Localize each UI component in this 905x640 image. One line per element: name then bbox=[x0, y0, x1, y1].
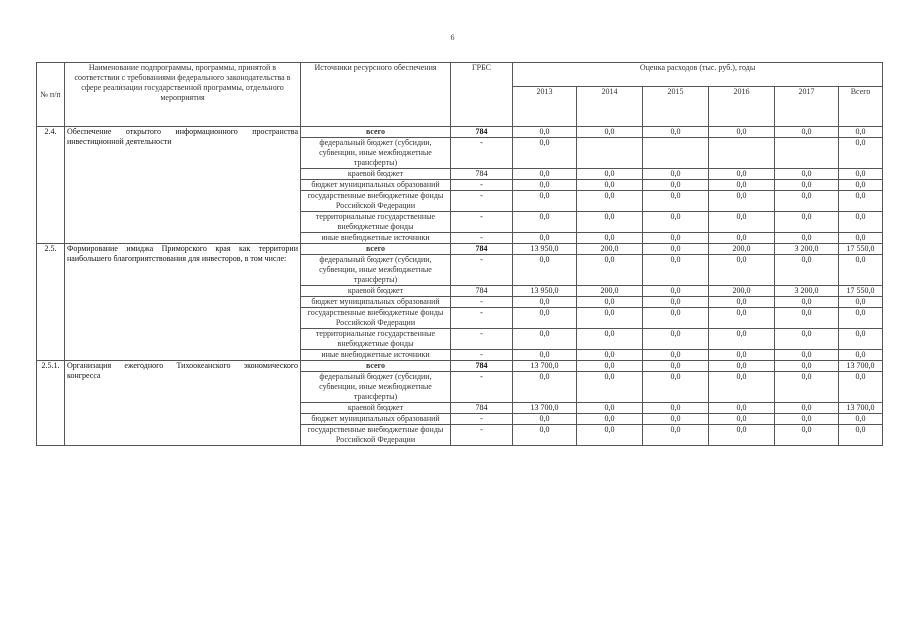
year-value: 0,0 bbox=[775, 350, 839, 361]
year-value: 200,0 bbox=[709, 244, 775, 255]
total-value: 17 550,0 bbox=[839, 244, 883, 255]
year-value: 0,0 bbox=[643, 191, 709, 212]
year-value bbox=[577, 138, 643, 169]
year-value bbox=[709, 138, 775, 169]
grbs-code: 784 bbox=[451, 403, 513, 414]
year-value: 0,0 bbox=[577, 414, 643, 425]
year-value: 0,0 bbox=[775, 372, 839, 403]
total-value: 0,0 bbox=[839, 308, 883, 329]
year-value: 13 700,0 bbox=[513, 361, 577, 372]
year-value: 0,0 bbox=[643, 403, 709, 414]
grbs-code: 784 bbox=[451, 127, 513, 138]
year-value: 0,0 bbox=[709, 212, 775, 233]
year-value: 0,0 bbox=[775, 361, 839, 372]
grbs-code: - bbox=[451, 329, 513, 350]
funding-source: краевой бюджет bbox=[301, 169, 451, 180]
year-value: 0,0 bbox=[709, 127, 775, 138]
funding-source: государственные внебюджетные фонды Российской Федерации bbox=[301, 425, 451, 446]
total-value: 0,0 bbox=[839, 180, 883, 191]
total-value: 0,0 bbox=[839, 255, 883, 286]
year-value: 0,0 bbox=[513, 372, 577, 403]
year-value: 0,0 bbox=[709, 308, 775, 329]
year-value: 0,0 bbox=[643, 212, 709, 233]
year-value: 0,0 bbox=[513, 233, 577, 244]
grbs-code: - bbox=[451, 212, 513, 233]
item-name: Обеспечение открытого информационного пространства инвестиционной деятельности bbox=[65, 127, 301, 244]
year-value: 0,0 bbox=[643, 350, 709, 361]
year-value: 0,0 bbox=[513, 191, 577, 212]
year-value: 0,0 bbox=[709, 350, 775, 361]
year-value: 0,0 bbox=[709, 233, 775, 244]
total-value: 0,0 bbox=[839, 329, 883, 350]
total-value: 0,0 bbox=[839, 138, 883, 169]
item-name: Организация ежегодного Тихоокеанского экономического конгресса bbox=[65, 361, 301, 446]
year-value: 0,0 bbox=[513, 308, 577, 329]
year-value: 0,0 bbox=[709, 414, 775, 425]
funding-source: всего bbox=[301, 127, 451, 138]
year-value: 0,0 bbox=[513, 414, 577, 425]
year-value: 0,0 bbox=[775, 403, 839, 414]
year-value: 0,0 bbox=[577, 308, 643, 329]
year-value: 0,0 bbox=[577, 180, 643, 191]
grbs-code: - bbox=[451, 138, 513, 169]
grbs-code: - bbox=[451, 308, 513, 329]
page-number: 6 bbox=[450, 33, 455, 42]
grbs-code: 784 bbox=[451, 361, 513, 372]
total-value: 0,0 bbox=[839, 425, 883, 446]
year-value: 0,0 bbox=[775, 329, 839, 350]
year-value: 0,0 bbox=[775, 169, 839, 180]
year-value: 200,0 bbox=[577, 244, 643, 255]
year-value: 13 950,0 bbox=[513, 244, 577, 255]
year-value: 0,0 bbox=[709, 361, 775, 372]
year-value: 0,0 bbox=[643, 233, 709, 244]
header-name: Наименование подпрограммы, программы, принятой в соответствии с требованиями федерального законодательства в сфере реализации государственной программы, отдельного мероприятия bbox=[65, 63, 301, 127]
item-name: Формирование имиджа Приморского края как территории наибольшего благоприятствования для инвесторов, в том числе: bbox=[65, 244, 301, 361]
year-value: 0,0 bbox=[643, 414, 709, 425]
total-value: 0,0 bbox=[839, 191, 883, 212]
year-value: 200,0 bbox=[709, 286, 775, 297]
year-value: 0,0 bbox=[513, 350, 577, 361]
grbs-code: - bbox=[451, 372, 513, 403]
year-value: 0,0 bbox=[775, 414, 839, 425]
year-value: 0,0 bbox=[643, 361, 709, 372]
year-value: 0,0 bbox=[577, 329, 643, 350]
year-value: 0,0 bbox=[513, 138, 577, 169]
funding-source: бюджет муниципальных образований bbox=[301, 180, 451, 191]
year-value: 0,0 bbox=[513, 127, 577, 138]
year-value: 0,0 bbox=[643, 255, 709, 286]
funding-source: государственные внебюджетные фонды Российской Федерации bbox=[301, 191, 451, 212]
header-num: № п/п bbox=[37, 63, 65, 127]
year-value: 0,0 bbox=[775, 233, 839, 244]
funding-source: федеральный бюджет (субсидии, субвенции, иные межбюджетные трансферты) bbox=[301, 255, 451, 286]
year-value: 0,0 bbox=[709, 372, 775, 403]
year-value: 0,0 bbox=[709, 297, 775, 308]
year-value: 0,0 bbox=[513, 425, 577, 446]
header-sources: Источники ресурсного обеспечения bbox=[301, 63, 451, 127]
year-value: 0,0 bbox=[577, 212, 643, 233]
table-body bbox=[37, 127, 883, 446]
year-value: 0,0 bbox=[643, 286, 709, 297]
funding-source: бюджет муниципальных образований bbox=[301, 297, 451, 308]
grbs-code: 784 bbox=[451, 169, 513, 180]
header-total: Всего bbox=[839, 87, 883, 127]
header-year: 2014 bbox=[577, 87, 643, 127]
year-value: 0,0 bbox=[643, 180, 709, 191]
year-value: 13 700,0 bbox=[513, 403, 577, 414]
year-value: 0,0 bbox=[643, 127, 709, 138]
funding-source: бюджет муниципальных образований bbox=[301, 414, 451, 425]
year-value: 0,0 bbox=[577, 425, 643, 446]
year-value: 0,0 bbox=[577, 403, 643, 414]
year-value: 13 950,0 bbox=[513, 286, 577, 297]
item-number: 2.5. bbox=[37, 244, 65, 361]
year-value: 0,0 bbox=[643, 169, 709, 180]
total-value: 0,0 bbox=[839, 212, 883, 233]
table-row bbox=[37, 127, 883, 138]
year-value: 0,0 bbox=[577, 297, 643, 308]
grbs-code: - bbox=[451, 233, 513, 244]
year-value: 0,0 bbox=[513, 297, 577, 308]
year-value: 0,0 bbox=[709, 403, 775, 414]
year-value: 0,0 bbox=[775, 255, 839, 286]
table-row bbox=[37, 244, 883, 255]
grbs-code: - bbox=[451, 425, 513, 446]
header-year: 2016 bbox=[709, 87, 775, 127]
funding-source: федеральный бюджет (субсидии, субвенции, иные межбюджетные трансферты) bbox=[301, 372, 451, 403]
funding-source: иные внебюджетные источники bbox=[301, 233, 451, 244]
year-value: 0,0 bbox=[775, 212, 839, 233]
header-year: 2013 bbox=[513, 87, 577, 127]
funding-source: территориальные государственные внебюджетные фонды bbox=[301, 329, 451, 350]
total-value: 17 550,0 bbox=[839, 286, 883, 297]
year-value: 0,0 bbox=[577, 361, 643, 372]
year-value: 0,0 bbox=[513, 180, 577, 191]
total-value: 0,0 bbox=[839, 372, 883, 403]
year-value: 0,0 bbox=[643, 297, 709, 308]
total-value: 13 700,0 bbox=[839, 361, 883, 372]
year-value: 0,0 bbox=[709, 191, 775, 212]
grbs-code: - bbox=[451, 191, 513, 212]
table-row bbox=[37, 361, 883, 372]
funding-source: всего bbox=[301, 361, 451, 372]
year-value: 3 200,0 bbox=[775, 286, 839, 297]
year-value: 0,0 bbox=[577, 191, 643, 212]
funding-source: краевой бюджет bbox=[301, 403, 451, 414]
funding-source: всего bbox=[301, 244, 451, 255]
year-value: 0,0 bbox=[709, 329, 775, 350]
total-value: 0,0 bbox=[839, 350, 883, 361]
year-value: 0,0 bbox=[643, 425, 709, 446]
total-value: 13 700,0 bbox=[839, 403, 883, 414]
header-grbs: ГРБС bbox=[451, 63, 513, 127]
year-value: 0,0 bbox=[709, 255, 775, 286]
year-value: 0,0 bbox=[775, 191, 839, 212]
funding-source: территориальные государственные внебюджетные фонды bbox=[301, 212, 451, 233]
grbs-code: - bbox=[451, 414, 513, 425]
funding-source: государственные внебюджетные фонды Российской Федерации bbox=[301, 308, 451, 329]
year-value: 0,0 bbox=[775, 308, 839, 329]
budget-table bbox=[36, 62, 883, 446]
funding-source: краевой бюджет bbox=[301, 286, 451, 297]
funding-source: иные внебюджетные источники bbox=[301, 350, 451, 361]
total-value: 0,0 bbox=[839, 169, 883, 180]
total-value: 0,0 bbox=[839, 233, 883, 244]
year-value: 0,0 bbox=[643, 244, 709, 255]
total-value: 0,0 bbox=[839, 414, 883, 425]
grbs-code: - bbox=[451, 297, 513, 308]
year-value: 0,0 bbox=[643, 329, 709, 350]
year-value bbox=[643, 138, 709, 169]
item-number: 2.5.1. bbox=[37, 361, 65, 446]
header-year: 2015 bbox=[643, 87, 709, 127]
item-number: 2.4. bbox=[37, 127, 65, 244]
grbs-code: - bbox=[451, 180, 513, 191]
year-value: 0,0 bbox=[577, 169, 643, 180]
year-value bbox=[775, 138, 839, 169]
year-value: 0,0 bbox=[709, 169, 775, 180]
year-value: 0,0 bbox=[577, 233, 643, 244]
year-value: 0,0 bbox=[577, 127, 643, 138]
year-value: 0,0 bbox=[577, 255, 643, 286]
year-value: 0,0 bbox=[775, 180, 839, 191]
funding-source: федеральный бюджет (субсидии, субвенции, иные межбюджетные трансферты) bbox=[301, 138, 451, 169]
year-value: 0,0 bbox=[709, 180, 775, 191]
year-value: 0,0 bbox=[513, 329, 577, 350]
year-value: 0,0 bbox=[577, 372, 643, 403]
grbs-code: - bbox=[451, 350, 513, 361]
year-value: 0,0 bbox=[775, 297, 839, 308]
year-value: 3 200,0 bbox=[775, 244, 839, 255]
grbs-code: - bbox=[451, 255, 513, 286]
year-value: 0,0 bbox=[775, 127, 839, 138]
grbs-code: 784 bbox=[451, 244, 513, 255]
total-value: 0,0 bbox=[839, 127, 883, 138]
year-value: 0,0 bbox=[513, 255, 577, 286]
year-value: 0,0 bbox=[775, 425, 839, 446]
grbs-code: 784 bbox=[451, 286, 513, 297]
header-year: 2017 bbox=[775, 87, 839, 127]
header-estimate: Оценка расходов (тыс. руб.), годы bbox=[513, 63, 883, 87]
year-value: 200,0 bbox=[577, 286, 643, 297]
total-value: 0,0 bbox=[839, 297, 883, 308]
year-value: 0,0 bbox=[709, 425, 775, 446]
year-value: 0,0 bbox=[513, 212, 577, 233]
year-value: 0,0 bbox=[577, 350, 643, 361]
year-value: 0,0 bbox=[643, 372, 709, 403]
year-value: 0,0 bbox=[513, 169, 577, 180]
year-value: 0,0 bbox=[643, 308, 709, 329]
